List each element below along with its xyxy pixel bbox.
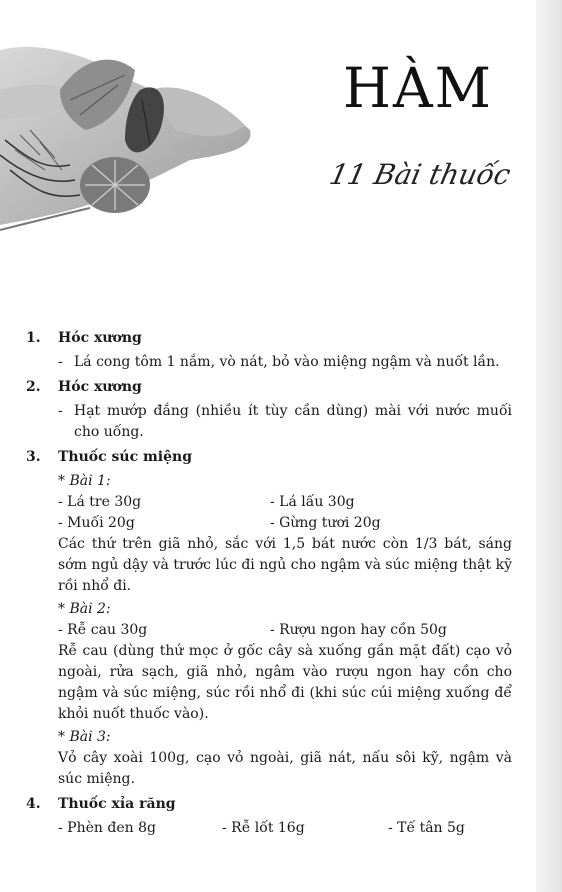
recipe-instructions: Các thứ trên giã nhỏ, sắc với 1,5 bát nước còn 1/3 bát, sáng sớm ngủ dậy và trước lúc đi ngủ cho ngậm và súc miệng thật kỹ rồi nhổ đi.	[58, 536, 512, 594]
item-text: Hạt mướp đắng (nhiều ít tùy cần dùng) mài với nước muối cho uống.	[74, 403, 512, 440]
chapter-title: HÀM	[343, 56, 493, 120]
section-title: Hóc xương	[58, 379, 142, 395]
section-number: 3.	[26, 449, 41, 465]
ingredient: - Rễ cau 30g	[58, 622, 148, 638]
list-item	[26, 352, 512, 373]
section-3	[26, 447, 512, 790]
recipe-instructions: Vỏ cây xoài 100g, cạo vỏ ngoài, giã nát, nấu sôi kỹ, ngậm và súc miệng.	[58, 750, 512, 787]
section-number: 4.	[26, 796, 41, 812]
ingredient-row	[26, 818, 512, 839]
section-heading	[26, 328, 512, 349]
list-item	[26, 401, 512, 443]
section-2	[26, 377, 512, 443]
page-edge	[536, 0, 562, 892]
section-title: Thuốc súc miệng	[58, 449, 192, 465]
ingredient: - Phèn đen 8g	[58, 820, 156, 836]
recipe-label: * Bài 3:	[58, 729, 111, 745]
ingredient: - Rượu ngon hay cồn 50g	[270, 622, 447, 638]
section-heading	[26, 447, 512, 468]
herbs-in-hand-illustration	[0, 30, 260, 245]
ingredient: - Muối 20g	[58, 515, 135, 531]
section-number: 1.	[26, 330, 41, 346]
section-title: Thuốc xỉa răng	[58, 796, 176, 812]
remedy-list	[26, 328, 512, 843]
section-heading	[26, 377, 512, 398]
recipe-label: * Bài 2:	[58, 601, 111, 617]
recipe-instructions: Rễ cau (dùng thứ mọc ở gốc cây sà xuống gần mặt đất) cạo vỏ ngoài, rửa sạch, giã nhỏ, ngâm vào rượu ngon hay cồn cho ngậm và súc miệng, súc rồi nhổ đi (khi súc cúi miệng xuống để khỏi nuốt thuốc vào).	[58, 643, 512, 722]
ingredient: - Rễ lốt 16g	[222, 820, 305, 836]
ingredient-row	[26, 620, 512, 641]
section-title: Hóc xương	[58, 330, 142, 346]
ingredient-row	[26, 492, 512, 513]
ingredient: - Lá lấu 30g	[270, 494, 355, 510]
ingredient: - Gừng tươi 20g	[270, 515, 381, 531]
bullet-dash: -	[58, 403, 63, 419]
ingredient-row	[26, 513, 512, 534]
bullet-dash: -	[58, 354, 63, 370]
section-4	[26, 794, 512, 839]
chapter-subtitle: 11 Bài thuốc	[326, 158, 514, 191]
section-1	[26, 328, 512, 373]
item-text: Lá cong tôm 1 nắm, vò nát, bỏ vào miệng ngậm và nuốt lần.	[74, 354, 500, 370]
section-heading	[26, 794, 512, 815]
section-number: 2.	[26, 379, 41, 395]
ingredient: - Lá tre 30g	[58, 494, 142, 510]
ingredient: - Tế tân 5g	[388, 820, 465, 836]
recipe-label: * Bài 1:	[58, 473, 111, 489]
